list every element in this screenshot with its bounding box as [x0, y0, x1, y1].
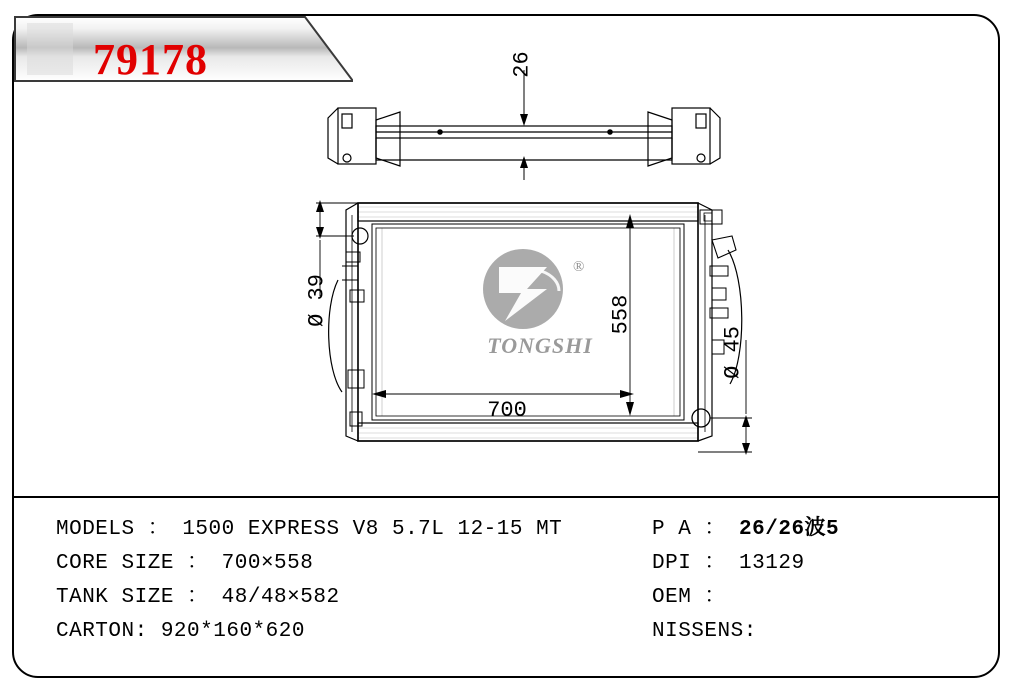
spec-value-pa: 26/26波5 — [739, 518, 840, 541]
part-number: 79178 — [93, 35, 208, 84]
spec-row-models — [56, 513, 656, 547]
spec-row-carton — [56, 615, 656, 649]
spec-label-carton: CARTON: — [56, 620, 148, 643]
radiator-svg — [280, 40, 980, 495]
spec-value-core-size: 700×558 — [221, 552, 314, 575]
dimension-label-core-height: 558 — [608, 294, 634, 335]
spec-column-left — [56, 513, 656, 649]
spec-value-tank-size: 48/48×582 — [221, 586, 340, 609]
dimension-label-inlet-diameter: Ø 39 — [304, 274, 330, 327]
spec-value-carton: 920*160*620 — [160, 620, 305, 643]
spec-label-models: MODELS ： — [56, 518, 170, 541]
spec-row-oem — [652, 581, 982, 615]
spec-label-tank-size: TANK SIZE ： — [56, 586, 209, 609]
svg-text:®: ® — [573, 259, 585, 275]
spec-label-oem: OEM ： — [652, 586, 726, 609]
dimension-label-core-width: 700 — [487, 398, 527, 423]
dimension-label-outlet-diameter: Ø 45 — [720, 326, 746, 379]
spec-value-models: 1500 EXPRESS V8 5.7L 12-15 MT — [182, 518, 563, 541]
spec-value-dpi: 13129 — [739, 552, 805, 575]
spec-label-core-size: CORE SIZE ： — [56, 552, 209, 575]
spec-divider — [14, 496, 998, 498]
spec-row-nissens — [652, 615, 982, 649]
radiator-drawing — [280, 40, 980, 495]
spec-label-pa: P A ： — [652, 518, 726, 541]
dimension-label-core-thickness: 26 — [509, 51, 535, 78]
spec-column-right — [652, 513, 982, 649]
spec-row-core-size — [56, 547, 656, 581]
watermark-text: TONGSHI — [487, 333, 593, 358]
spec-row-dpi — [652, 547, 982, 581]
spec-label-dpi: DPI ： — [652, 552, 726, 575]
spec-label-nissens: NISSENS: — [652, 620, 757, 643]
spec-row-tank-size — [56, 581, 656, 615]
spec-row-pa — [652, 513, 982, 547]
